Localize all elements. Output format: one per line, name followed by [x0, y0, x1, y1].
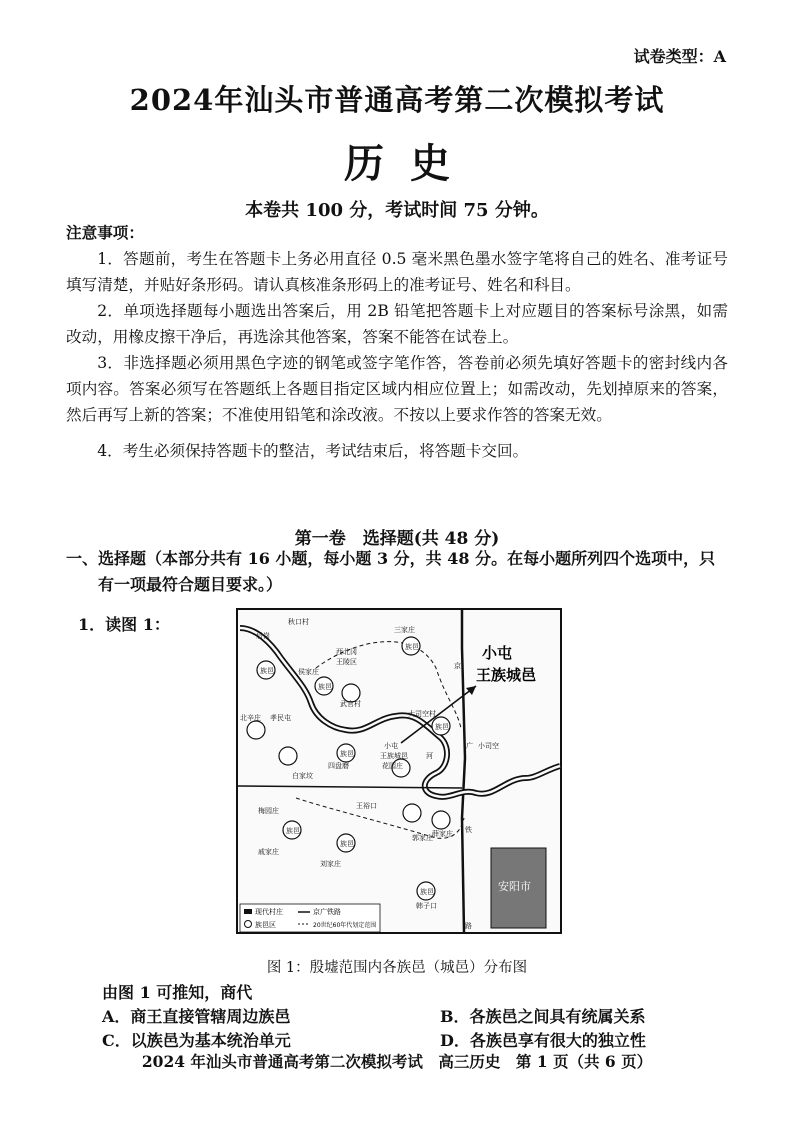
map-label-xiaosikong: 小司空 — [478, 742, 499, 750]
notice-title: 注意事项： — [66, 223, 144, 242]
map-caption: 图 1：殷墟范围内各族邑（城邑）分布图 — [266, 960, 528, 976]
paper-type: 试卷类型：A — [633, 47, 726, 66]
map-label-baijiafen: 白家坟 — [292, 772, 313, 780]
map-label-xibeigang: 西北冈 — [336, 648, 357, 656]
notice-item-3: 3．非选择题必须用黑色字迹的钢笔或签字笔作答，答卷前必须先填好答题卡的密封线内各项内容。答案必须写在答题纸上各题目指定区域内相应位置上；如需改动，先划掉原来的答案，然后再写上新的答案；不准使用铅笔和涂改液。不按以上要求作答的答案无效。 — [66, 354, 728, 424]
map-label-wangzuyiyi: 王族城邑 — [380, 752, 408, 760]
settlement-marker — [279, 747, 297, 765]
option-d[interactable]: D．各族邑享有很大的独立性 — [440, 1031, 646, 1050]
callout-wangzu: 王族城邑 — [476, 666, 537, 684]
map-label-meiyuanzhuang: 梅园庄 — [258, 807, 279, 815]
map-label-xiaotun: 小屯 — [384, 742, 398, 750]
score-line: 本卷共 100 分，考试时间 75 分钟。 — [245, 200, 549, 221]
map-label-qijiazhuang: 戚家庄 — [258, 848, 279, 856]
legend-village: 现代村庄 — [255, 908, 283, 916]
page-footer: 2024 年汕头市普通高考第二次模拟考试 高三历史 第 1 页（共 6 页） — [141, 1052, 653, 1071]
map-label-sipanmo: 四盘磨 — [328, 762, 349, 770]
map-label-xuejiazhuang: 薛家庄 — [432, 830, 453, 838]
map-label-hanzi: 韩子口 — [416, 902, 437, 910]
subject-title: 历史 — [344, 140, 476, 187]
notice-item-1: 1．答题前，考生在答题卡上务必用直径 0.5 毫米黑色墨水签字笔将自己的姓名、准考证号填写清楚，并贴好条形码。请认真核准条形码上的准考证号、姓名和科目。 — [66, 250, 728, 294]
map-label-zuyi: 族邑 — [318, 683, 332, 691]
map-label-hougang: 后岗 — [256, 632, 270, 640]
map-label-wangyukou: 王裕口 — [356, 802, 377, 810]
map-label-sanjiazhuang: 三家庄 — [394, 626, 415, 634]
callout-xiaotun: 小屯 — [482, 644, 513, 662]
section-heading: 第一卷 选择题(共 48 分) — [294, 529, 500, 549]
notice-item-2: 2．单项选择题每小题选出答案后，用 2B 铅笔把答题卡上对应题目的答案标号涂黑，如需改动，用橡皮擦干净后，再选涂其他答案，答案不能答在试卷上。 — [66, 302, 728, 346]
map-label-zuyi: 族邑 — [286, 827, 300, 835]
option-b[interactable]: B．各族邑之间具有统属关系 — [440, 1007, 646, 1026]
legend-zuyi: 族邑区 — [255, 921, 276, 929]
map-label-guang: 广 — [466, 742, 473, 750]
map-label-zuyi: 族邑 — [405, 643, 419, 651]
map-label-lu: 路 — [465, 922, 472, 930]
part-intro — [66, 546, 728, 598]
map-label-jing: 京 — [454, 662, 461, 670]
settlement-marker — [432, 811, 450, 829]
map-label-zuyi: 族邑 — [420, 888, 434, 896]
settlement-marker — [247, 721, 265, 739]
map-label-hougangcun: 侯家庄 — [298, 668, 319, 676]
settlement-marker — [403, 804, 421, 822]
map-label-hedi: 河 — [426, 752, 433, 760]
map-label-xiaominzhuang: 孝民屯 — [270, 714, 291, 722]
notice-block — [66, 220, 728, 464]
exam-title: 2024年汕头市普通高考第二次模拟考试 — [129, 83, 665, 117]
map-label-beixindian: 北辛庄 — [240, 714, 261, 722]
map-legend — [240, 904, 380, 932]
option-a[interactable]: A．商王直接管辖周边族邑 — [102, 1007, 291, 1026]
map-label-zuyi: 族邑 — [435, 723, 449, 731]
notice-item-4: 4．考生必须保持答题卡的整洁，考试结束后，将答题卡交回。 — [97, 442, 529, 460]
map-label-zuyi: 族邑 — [340, 840, 354, 848]
option-c[interactable]: C．以族邑为基本统治单元 — [102, 1031, 291, 1050]
map-label-zuyi: 族邑 — [260, 667, 274, 675]
map-label-wangling: 王陵区 — [336, 658, 357, 666]
map-label-huayuanzhuang: 花园庄 — [382, 762, 403, 770]
map-label-jiaoxiu: 秋口村 — [288, 618, 309, 626]
map-label-tie: 铁 — [465, 826, 472, 834]
question-1-label: 1．读图 1： — [78, 615, 170, 634]
map-label-guojiazhuang: 郭家庄 — [412, 834, 433, 842]
map-label-dasikong: 大司空村 — [408, 710, 436, 718]
map-label-liujiazhuang: 刘家庄 — [320, 860, 341, 868]
anyang-city-label: 安阳市 — [498, 880, 531, 893]
legend-wall: 20世纪60年代划定范围 — [313, 922, 377, 929]
legend-road: 京广铁路 — [313, 908, 341, 916]
yinxu-map — [236, 608, 562, 934]
map-label-wuguancun: 武官村 — [340, 700, 361, 708]
part-intro-line2: 有一项最符合题目要求。） — [98, 575, 283, 594]
part-intro-line1: 一、选择题（本部分共有 16 小题，每小题 3 分，共 48 分。在每小题所列四个选项中，只 — [66, 549, 716, 568]
map-label-zuyi: 族邑 — [340, 750, 354, 758]
question-1-stem: 由图 1 可推知，商代 — [102, 983, 253, 1002]
